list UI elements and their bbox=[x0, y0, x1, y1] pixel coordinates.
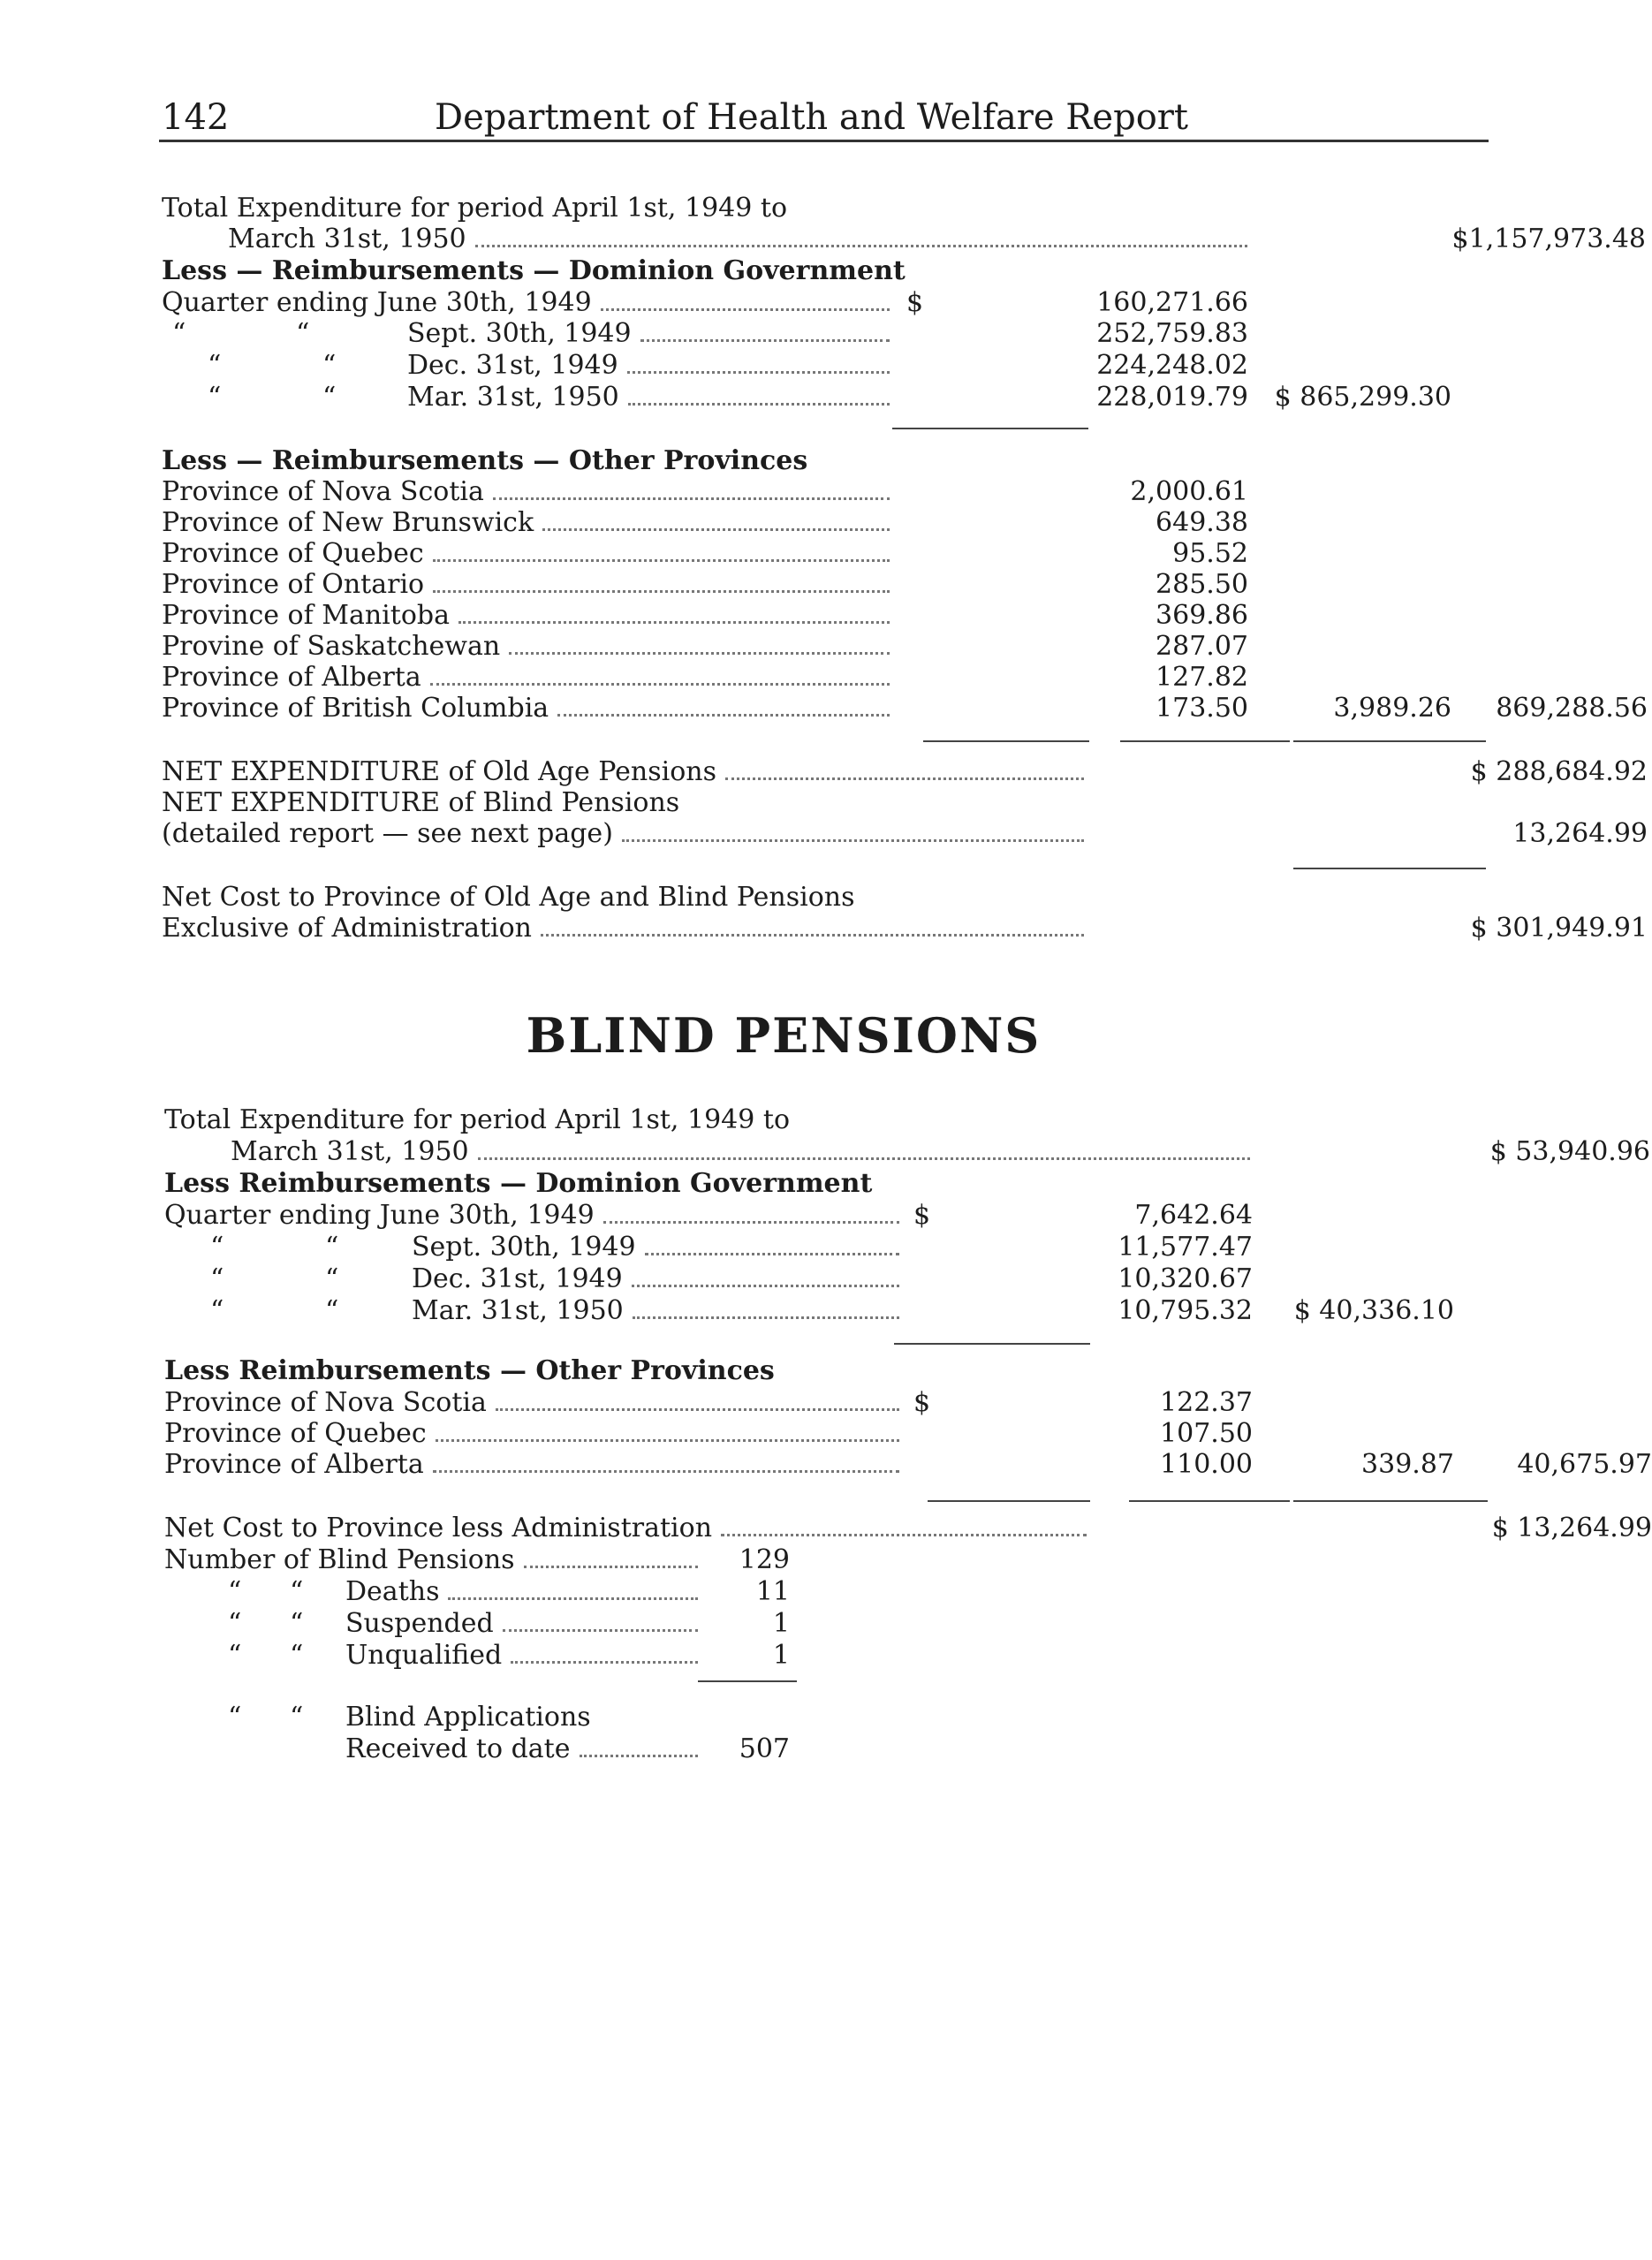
section-title: BLIND PENSIONS bbox=[526, 1007, 1042, 1064]
running-title: Department of Health and Welfare Report bbox=[435, 97, 1188, 138]
rule bbox=[1120, 740, 1290, 742]
rule bbox=[923, 740, 1089, 742]
rule bbox=[698, 1680, 797, 1682]
oap-dominion-total: $ 865,299.30 bbox=[1274, 382, 1451, 413]
rule bbox=[1293, 1500, 1488, 1502]
rule bbox=[894, 1343, 1090, 1345]
oap-total-amount: $1,157,973.48 bbox=[1451, 224, 1646, 254]
bp-provinces-total: 339.87 bbox=[1361, 1449, 1454, 1480]
rule bbox=[1293, 740, 1486, 742]
bp-reimb-total: 40,675.97 bbox=[1517, 1449, 1652, 1480]
rule bbox=[1129, 1500, 1290, 1502]
document-page: 142 Department of Health and Welfare Report Total Expenditure for period April 1st, 1949 to March 31st, 1950 $1,157,973.48 Less — Reimbursements — Dominion Government Quarter ending June 30th, 1949 $ 160,271.66 “ “ Sept. 30th, 1949 252,759.83 “ “ Dec. 31st, 1949 224,248.02 “ “ Mar. 31st, 1950 228,019.79 $ 865,299.30 Less — Reimbursements — Other Provinces Province of Nova Scotia 2,000.61 Province of New Brunswick 649.38 Province of Quebec 95.52 Province of Ontario 285.50 Province of Manitoba 369.86 Provine of Saskatchewan 287.07 Province of Alberta 127.82 Province of British Columbia 173.50 3,989.26 869,288.56 NET EXPENDITURE of Old Age Pensions $ 288,684.92 NET EXPENDITURE of Blind Pensions (detailed report — see next page) 13,264.99 Net Cost to Province of Old Age and Blind Pensions Exclusive of Administration $ 301,949.91 BLIND PENSIONS Total Expenditure for period April 1st, 1949 to March 31st, 1950 $ 53,940.96 Less Reimbursements — Dominion Government Quarter ending June 30th, 1949 $ 7,642.64 “ “ Sept. 30th, 1949 11,577.47 “ “ Dec. 31st, 1949 10,320.67 “ “ Mar. 31st, 1950 10,795.32 $ 40,336.10 Less Reimbursements — Other Provinces Province of Nova Scotia $ 122.37 Province of Quebec 107.50 Province of Alberta 110.00 339.87 40,675.97 Net Cost to Province less Administration $ 13,264.99 Number of Blind Pensions 129 “ “ Deaths 11 “ “ Suspended 1 “ “ Unqualified 1 “ “ Blind Applications Received to date 507 bbox=[0, 0, 1567, 2260]
oap-provinces-total: 3,989.26 bbox=[1333, 693, 1451, 724]
header-rule bbox=[159, 140, 1489, 142]
rule bbox=[928, 1500, 1090, 1502]
rule bbox=[1293, 868, 1486, 869]
bp-dominion-total: $ 40,336.10 bbox=[1293, 1295, 1454, 1326]
oap-reimb-total: 869,288.56 bbox=[1496, 693, 1648, 724]
page-number: 142 bbox=[162, 97, 230, 138]
rule bbox=[892, 428, 1088, 429]
